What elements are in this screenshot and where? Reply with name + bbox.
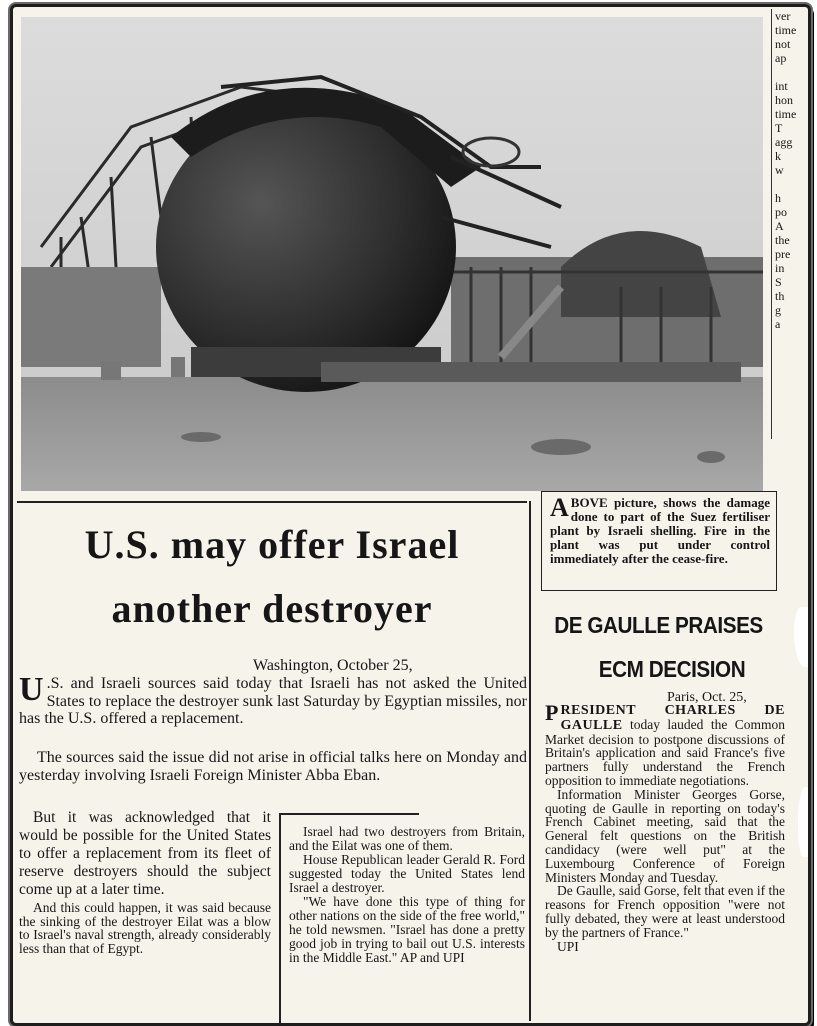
main-dateline: Washington, October 25, [253,657,413,674]
newspaper-clipping [10,4,811,1026]
side-column-fragment [775,65,811,79]
side-column-fragment: g [775,303,781,317]
box-top-rule [279,813,419,815]
de-gaulle-paragraph-1 [545,700,785,788]
main-headline-line1: U.S. may offer Israel [84,522,460,567]
de-gaulle-body [545,700,785,954]
side-column-fragment: A [775,219,784,233]
side-column-fragment: agg [775,135,793,149]
side-column-fragment: pre [775,247,791,261]
side-column-fragment: not [775,37,791,51]
box-left-rule [279,813,281,1023]
de-gaulle-headline-line1: DE GAULLE PRAISES [554,612,763,638]
side-column-fragment: int [775,79,788,93]
torn-edge-right-lower [798,787,811,857]
headline-top-rule [17,501,527,503]
side-column-fragment: time [775,23,797,37]
damaged-plant-photo [21,17,763,491]
side-column-fragment [775,177,811,191]
side-column-fragment: w [775,163,784,177]
de-gaulle-headline [537,603,780,691]
de-gaulle-paragraph-1-text: today lauded the Common Market decision to postpone discussions of Britain's application and said France's five partners fully understand the French opposition to immediate negotiations. [545,716,785,788]
caption-dropcap: A [550,493,569,522]
side-column-fragment: hon [775,93,793,107]
side-column-fragment: a [775,317,781,331]
main-column-divider [529,501,531,1021]
side-column-fragment: th [775,289,785,303]
de-gaulle-paragraph-3: De Gaulle, said Gorse, felt that even if the reasons for French opposition "were not fully debated, they were at least understood by the partners of France." [545,883,785,940]
de-gaulle-lead-caps: RESIDENT CHARLES DE GAULLE [560,703,785,733]
side-column-fragment: time [775,107,797,121]
photo-caption [541,491,777,591]
side-column-fragment: ap [775,51,787,65]
de-gaulle-dropcap: P [545,700,559,725]
side-column-fragment: S [775,275,782,289]
side-column-fragment: po [775,205,787,219]
box-paragraph-1: Israel had two destroyers from Britain, and the Eilat was one of them. [289,824,525,853]
side-column-fragment: in [775,261,785,275]
de-gaulle-headline-line2: ECM DECISION [598,656,746,682]
main-lead-text: .S. and Israeli sources said today that Israeli has not asked the United States to replace the destroyer sunk last Saturday by Egyptian missiles, nor has the U.S. offered a replacement. [19,675,527,727]
de-gaulle-paragraph-4: UPI [557,938,579,954]
main-second-paragraph: The sources said the issue did not arise in official talks here on Monday and yesterday involving Israeli Foreign Minister Abba Eban. [19,749,527,784]
clipped-side-column [771,9,811,439]
main-boxed-column [289,825,525,965]
de-gaulle-dateline: Paris, Oct. 25, [667,690,747,705]
main-headline-line2: another destroyer [111,586,433,631]
side-column-fragment: ver [775,9,791,23]
left-column-paragraph-2: And this could happen, it was said because the sinking of the destroyer Eilat was a blow to Israel's naval strength, already considerably less than that of Egypt. [19,900,271,956]
left-column-paragraph-1: But it was acknowledged that it would be possible for the United States to offer a replacement from its fleet of reserve destroyers should the subject come up at a later time. [19,809,271,898]
main-lead-dropcap: U [19,671,44,708]
side-column-fragment: h [775,191,781,205]
side-column-fragment: the [775,233,790,247]
main-lead-paragraph [19,671,527,728]
box-paragraph-3: "We have done this type of thing for other nations on the side of the free world," he told newsmen. "Israel has done a pretty good job in trying to bail out U.S. interests in the Middle East." AP and UPI [289,894,525,965]
main-left-column [19,809,271,955]
side-column-fragment: k [775,149,781,163]
main-headline [17,513,527,641]
box-paragraph-2: House Republican leader Gerald R. Ford suggested today the United States lend Israel a destroyer. [289,852,525,895]
de-gaulle-paragraph-2: Information Minister Georges Gorse, quoting de Gaulle in reporting on today's French Cabinet meeting, said that the General felt questions on the British candidacy (were well put" at the Luxembourg Conference of Foreign Ministers Monday and Tuesday. [545,786,785,885]
caption-text: BOVE picture, shows the damage done to part of the Suez fertiliser plant by Israeli shelling. Fire in the plant was put under control immediately after the cease-fire. [550,495,770,566]
side-column-fragment: T [775,121,783,135]
